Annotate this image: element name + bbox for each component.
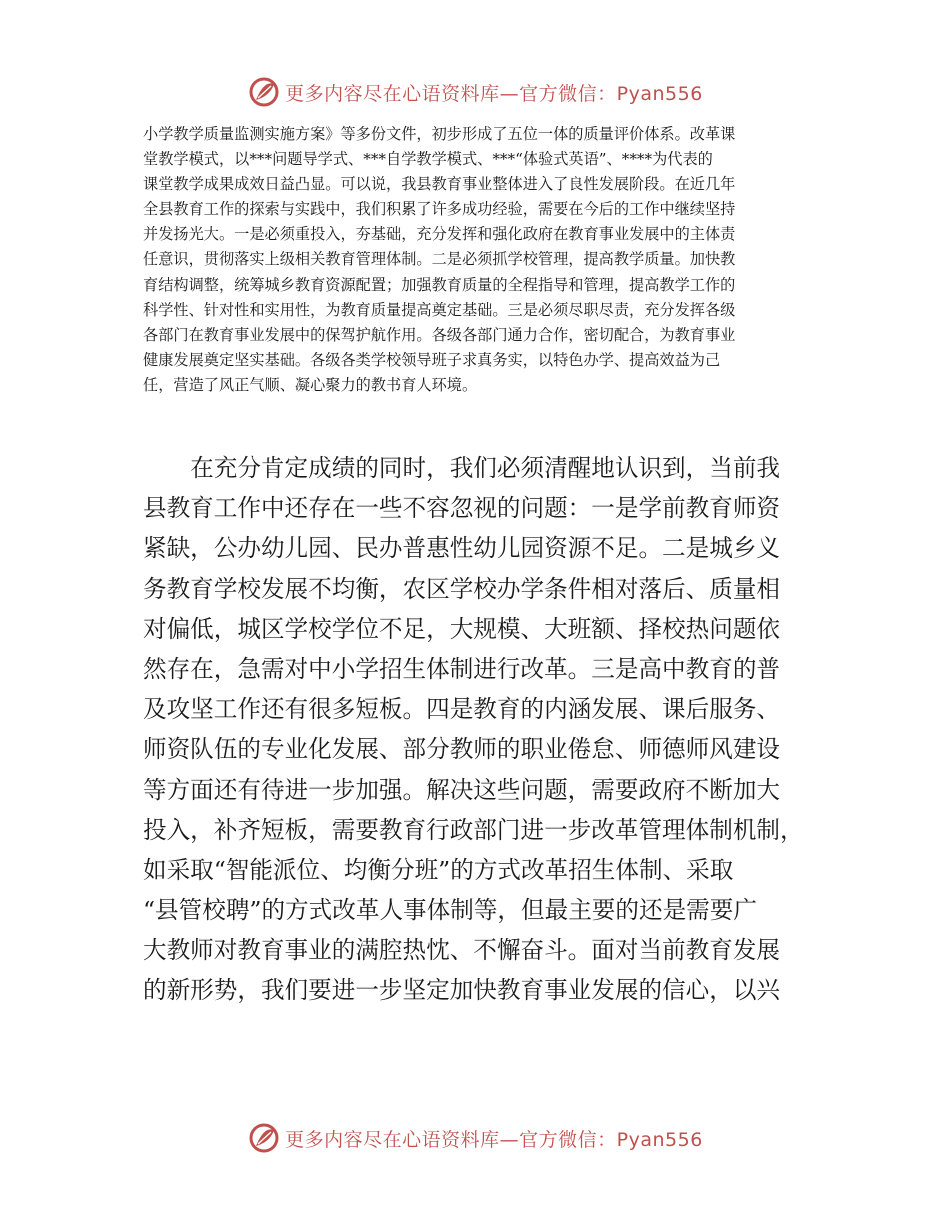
footer-banner-text: 更多内容尽在心语资料库—官方微信：Pyan556: [285, 1128, 703, 1151]
text-line: 然存在，急需对中小学招生体制进行改革。三是高中教育的普: [143, 654, 781, 683]
text-line: 如采取“智能派位、均衡分班”的方式改革招生体制、采取: [143, 855, 734, 884]
paragraph-main: [143, 448, 823, 1011]
text-line: 在充分肯定成绩的同时，我们必须清醒地认识到，当前我: [143, 454, 781, 482]
text-line: 县教育工作中还存在一些不容忽视的问题：一是学前教育师资: [143, 494, 781, 523]
text-line: 科学性、针对性和实用性，为教育质量提高奠定基础。三是必须尽职尽责，充分发挥各级: [143, 300, 736, 319]
leaf-seal-logo-icon: [247, 75, 281, 109]
text-line: 投入，补齐短板，需要教育行政部门进一步改革管理体制机制，: [143, 815, 804, 844]
text-line: 师资队伍的专业化发展、部分教师的职业倦怠、师德师风建设: [143, 735, 781, 764]
header-banner-text: 更多内容尽在心语资料库—官方微信：Pyan556: [285, 82, 703, 105]
text-line: 等方面还有待进一步加强。解决这些问题，需要政府不断加大: [143, 775, 781, 804]
text-line: 课堂教学成果成效日益凸显。可以说，我县教育事业整体进入了良性发展阶段。在近几年: [143, 175, 736, 194]
text-line: 小学教学质量监测实施方案》等多份文件，初步形成了五位一体的质量评价体系。改革课: [143, 125, 736, 143]
text-line: 并发扬光大。一是必须重投入，夯基础，充分发挥和强化政府在教育事业发展中的主体责: [143, 225, 736, 244]
text-line: 大教师对教育事业的满腔热忱、不懈奋斗。面对当前教育发展: [143, 936, 781, 965]
text-line: 的新形势，我们要进一步坚定加快教育事业发展的信心，以兴: [143, 976, 781, 1005]
header-banner: [0, 72, 950, 112]
paragraph-continued: [143, 122, 815, 398]
text-line: 及攻坚工作还有很多短板。四是教育的内涵发展、课后服务、: [143, 695, 781, 724]
text-line: 紧缺，公办幼儿园、民办普惠性幼儿园资源不足。二是城乡义: [143, 534, 781, 563]
text-line: 健康发展奠定坚实基础。各级各类学校领导班子求真务实，以特色办学、提高效益为己: [143, 350, 721, 369]
text-line: 堂教学模式，以***问题导学式、***自学教学模式、***“体验式英语”、****为代表的: [143, 150, 713, 169]
text-line: 全县教育工作的探索与实践中，我们积累了许多成功经验，需要在今后的工作中继续坚持: [143, 200, 736, 219]
text-line: 各部门在教育事业发展中的保驾护航作用。各级各部门通力合作，密切配合，为教育事业: [143, 325, 736, 344]
text-line: “县管校聘”的方式改革人事体制等，但最主要的还是需要广: [143, 896, 757, 925]
text-line: 务教育学校发展不均衡，农区学校办学条件相对落后、质量相: [143, 574, 781, 603]
text-line: 任，营造了风正气顺、凝心聚力的教书育人环境。: [143, 375, 478, 394]
text-line: 任意识，贯彻落实上级相关教育管理体制。二是必须抓学校管理，提高教学质量。加快教: [143, 250, 736, 269]
footer-banner: [0, 1118, 950, 1158]
text-line: 育结构调整，统筹城乡教育资源配置；加强教育质量的全程指导和管理，提高教学工作的: [143, 275, 736, 294]
text-line: 对偏低，城区学校学位不足，大规模、大班额、择校热问题依: [143, 614, 781, 643]
leaf-seal-logo-icon: [247, 1121, 281, 1155]
